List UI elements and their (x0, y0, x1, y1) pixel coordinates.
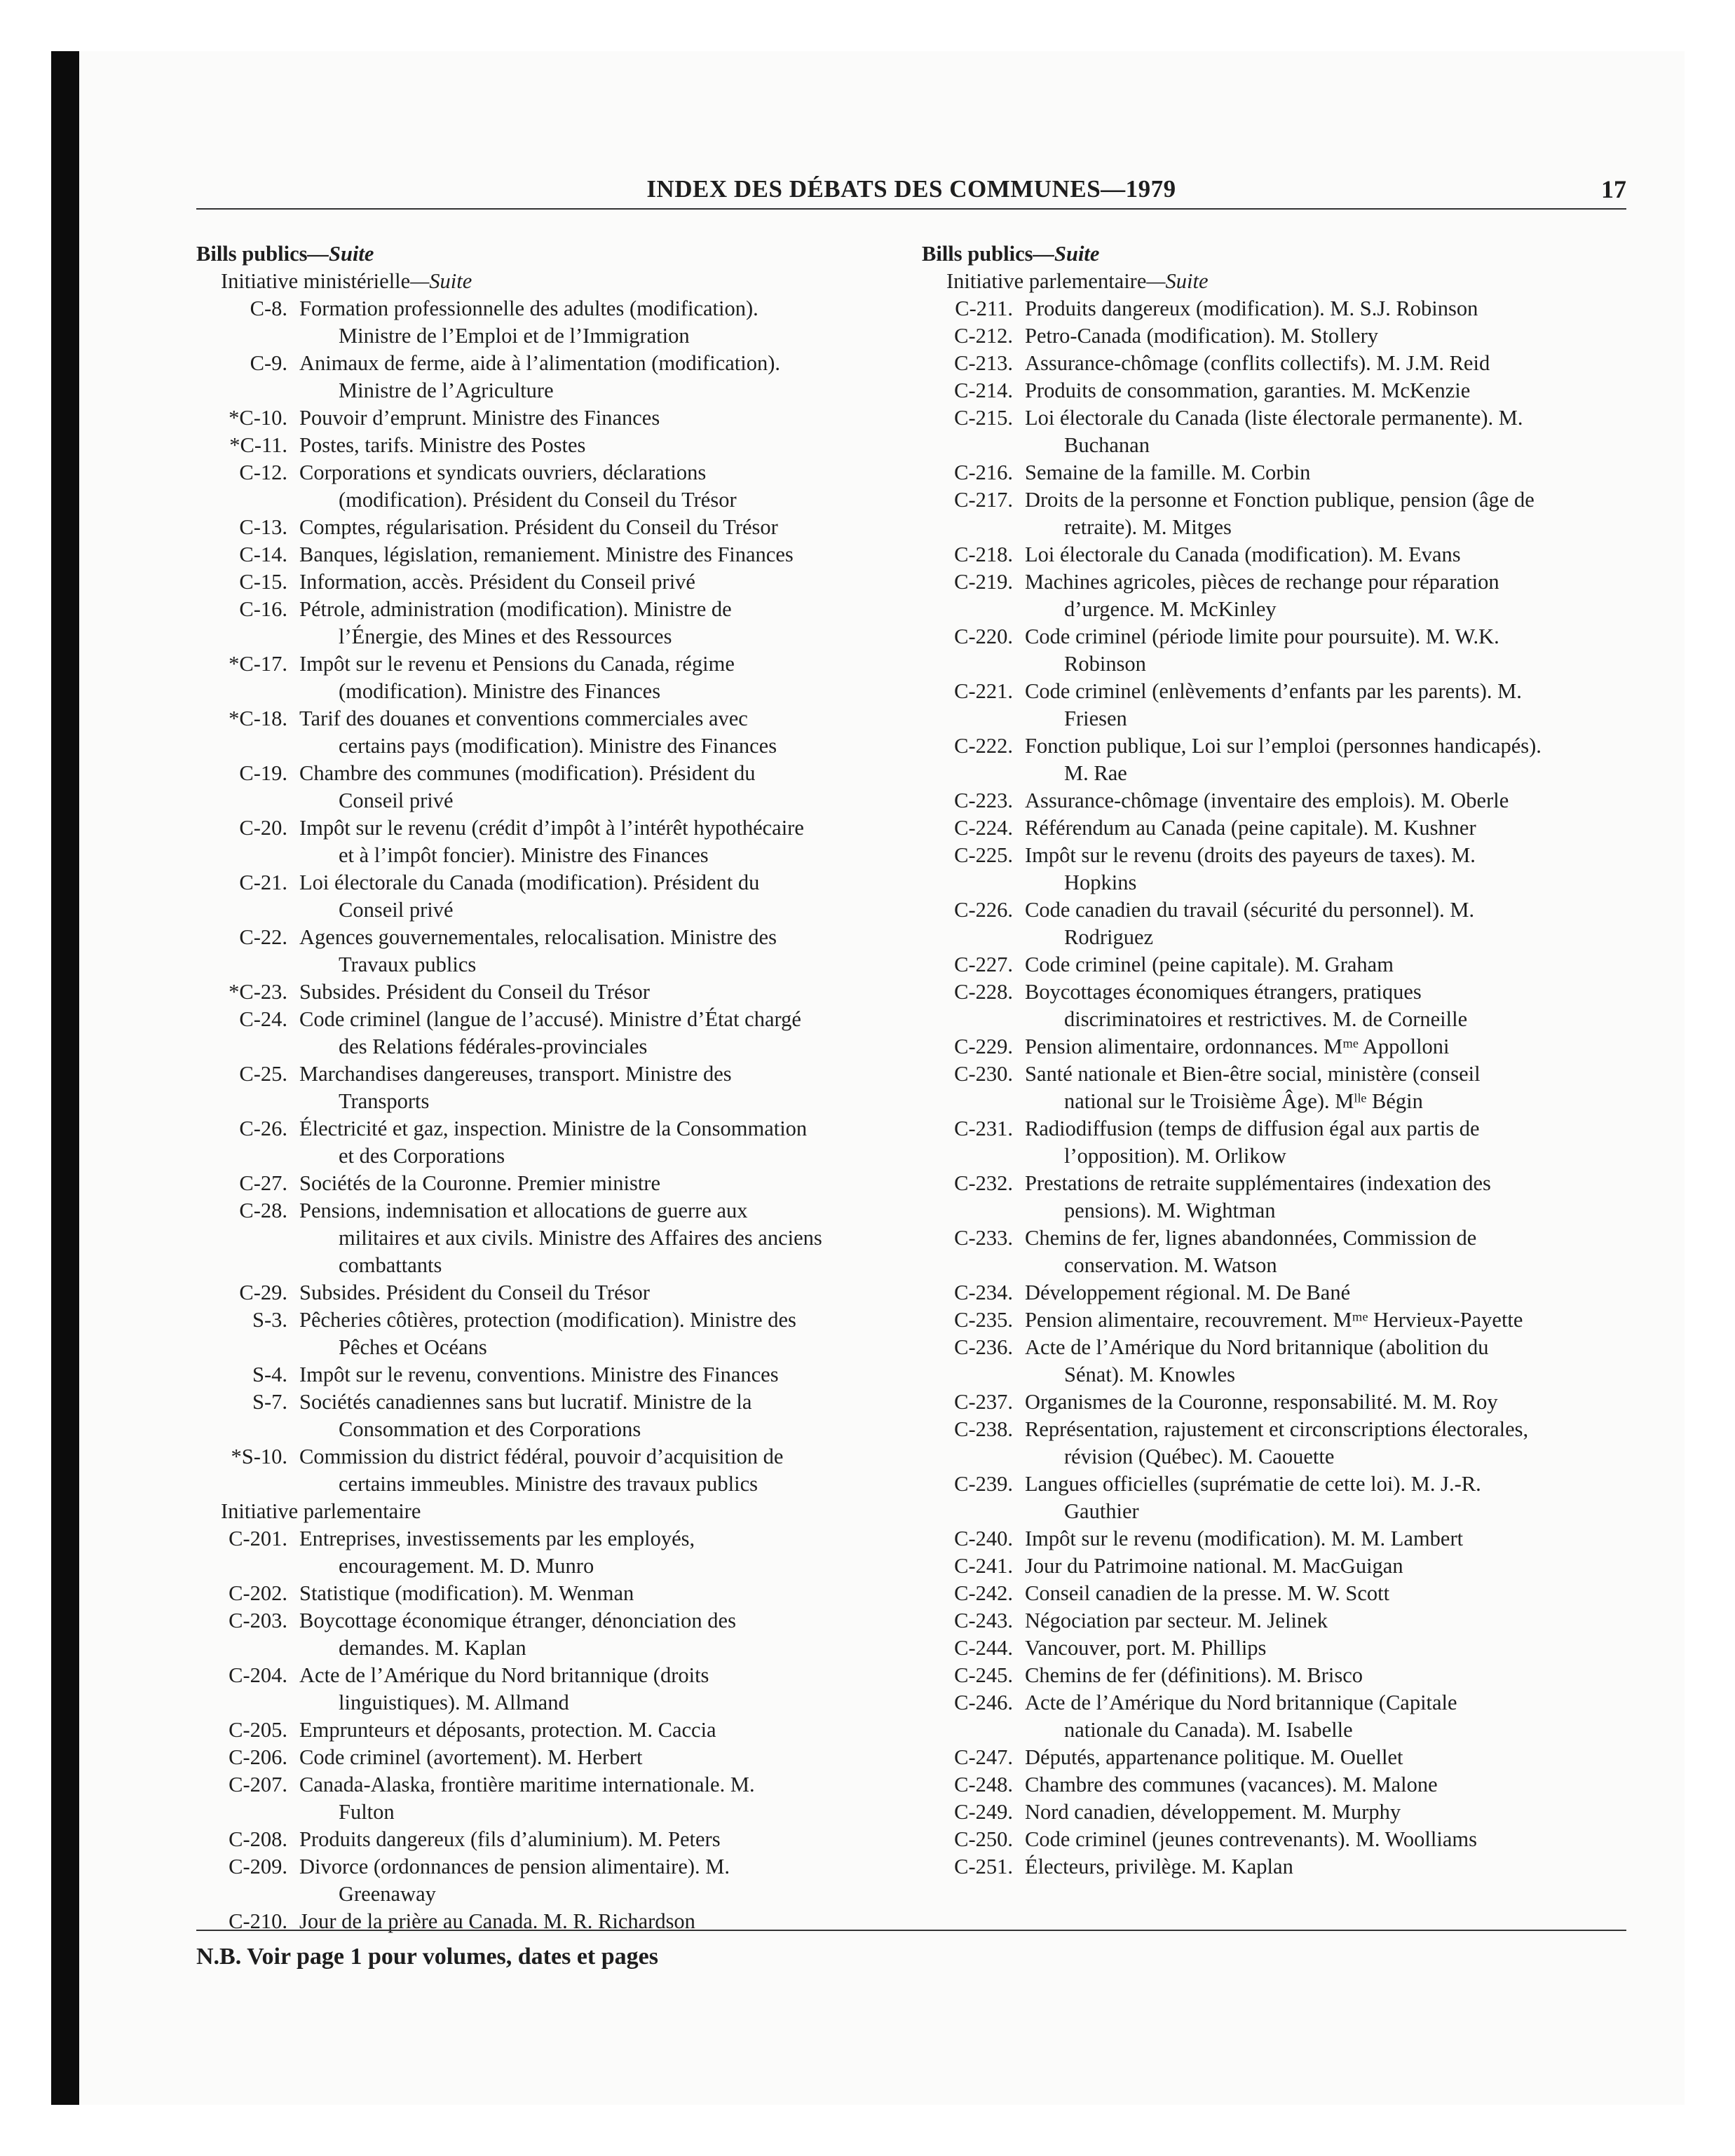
bill-entry (922, 1279, 1630, 1306)
bill-number: C-238. (954, 1417, 1013, 1441)
bill-title-line: Petro-Canada (modification). M. Stollery (1025, 324, 1378, 348)
bill-title-line: Assurance-chômage (inventaire des emplois). M. Oberle (1025, 789, 1509, 812)
bill-number: C-27. (239, 1171, 287, 1195)
bill-entry (196, 1771, 904, 1826)
bill-number: C-230. (954, 1062, 1013, 1086)
bill-number: C-233. (954, 1226, 1013, 1250)
bill-entry (196, 1662, 904, 1717)
bill-entry (922, 1607, 1630, 1635)
page-header (196, 173, 1626, 210)
bill-title-line: Postes, tarifs. Ministre des Postes (299, 433, 586, 457)
index-subheading (196, 1498, 904, 1525)
bill-title-line: Code criminel (langue de l’accusé). Ministre d’État chargé (299, 1007, 801, 1031)
bill-title-line: Sociétés canadiennes sans but lucratif. Ministre de la (299, 1390, 752, 1414)
bill-title-line: Négociation par secteur. M. Jelinek (1025, 1609, 1328, 1632)
bill-title-line: M. Rae (1064, 761, 1127, 785)
bill-number: C-219. (954, 570, 1013, 594)
bill-entry (196, 1744, 904, 1771)
bill-title-line: pensions). M. Wightman (1064, 1199, 1276, 1222)
page-number: 17 (1601, 175, 1626, 203)
bill-number: C-20. (239, 816, 287, 840)
bill-title-line: Tarif des douanes et conventions commerciales avec (299, 707, 748, 730)
bill-number: C-246. (954, 1691, 1013, 1714)
bill-title-line: Pêcheries côtières, protection (modification). Ministre des (299, 1308, 796, 1332)
bill-entry (196, 1306, 904, 1361)
bill-title-line: Pension alimentaire, ordonnances. Mᵐᵉ Appolloni (1025, 1035, 1450, 1058)
bill-entry (196, 924, 904, 978)
bill-number: C-213. (954, 351, 1013, 375)
bill-number: *C-23. (229, 980, 287, 1004)
bill-entry (922, 1334, 1630, 1389)
bill-number: C-205. (229, 1718, 287, 1742)
bill-title-line: Pétrole, administration (modification). Ministre de (299, 597, 732, 621)
bill-entry (922, 1115, 1630, 1170)
heading-text: Initiative parlementaire (221, 1499, 421, 1523)
bill-entry (922, 486, 1630, 541)
bill-title-line: Vancouver, port. M. Phillips (1025, 1636, 1267, 1660)
heading-suffix: —Suite (1033, 242, 1100, 266)
bill-entry (922, 1580, 1630, 1607)
bill-title-line: et des Corporations (339, 1144, 505, 1168)
bill-number: C-209. (229, 1855, 287, 1878)
bill-entry (196, 1197, 904, 1279)
bill-title-line: militaires et aux civils. Ministre des Affaires des anciens (339, 1226, 822, 1250)
bill-entry (922, 1416, 1630, 1471)
bill-number: C-214. (954, 378, 1013, 402)
bill-title-line: Formation professionnelle des adultes (modification). (299, 296, 758, 320)
heading-text: Initiative ministérielle (221, 269, 411, 293)
bill-entry (922, 568, 1630, 623)
bill-number: C-231. (954, 1117, 1013, 1140)
bill-number: C-239. (954, 1472, 1013, 1496)
bill-number: C-243. (954, 1609, 1013, 1632)
bill-title-line: Droits de la personne et Fonction publique, pension (âge de (1025, 488, 1535, 512)
bill-title-line: Impôt sur le revenu (droits des payeurs de taxes). M. (1025, 843, 1476, 867)
bill-title-line: Référendum au Canada (peine capitale). M. Kushner (1025, 816, 1476, 840)
bill-title-line: Subsides. Président du Conseil du Trésor (299, 980, 650, 1004)
bill-entry (196, 1115, 904, 1170)
bill-number: C-224. (954, 816, 1013, 840)
bill-number: C-21. (239, 871, 287, 894)
bill-entry (922, 1635, 1630, 1662)
bill-title-line: combattants (339, 1253, 442, 1277)
bill-number: C-212. (954, 324, 1013, 348)
bill-number: C-9. (250, 351, 287, 375)
bill-entry (196, 1607, 904, 1662)
bill-number: C-201. (229, 1527, 287, 1550)
bill-number: C-29. (239, 1281, 287, 1304)
bill-title-line: Impôt sur le revenu (crédit d’impôt à l’intérêt hypothécaire (299, 816, 804, 840)
bill-title-line: Pouvoir d’emprunt. Ministre des Finances (299, 406, 660, 430)
bill-title-line: certains pays (modification). Ministre des Finances (339, 734, 777, 758)
bill-title-line: Boycottage économique étranger, dénonciation des (299, 1609, 736, 1632)
bill-number: C-211. (955, 296, 1013, 320)
bill-number: C-207. (229, 1773, 287, 1796)
bill-entry (196, 1279, 904, 1306)
bill-number: C-250. (954, 1827, 1013, 1851)
bill-entry (196, 869, 904, 924)
bill-title-line: et à l’impôt foncier). Ministre des Finances (339, 843, 709, 867)
bill-title-line: Jour de la prière au Canada. M. R. Richardson (299, 1909, 695, 1933)
bill-entry (196, 350, 904, 404)
bill-title-line: Chambre des communes (modification). Président du (299, 761, 756, 785)
bill-number: C-12. (239, 460, 287, 484)
bill-entry (922, 1525, 1630, 1553)
bill-title-line: encouragement. M. D. Munro (339, 1554, 594, 1578)
bill-title-line: Loi électorale du Canada (liste électorale permanente). M. (1025, 406, 1523, 430)
bill-number: C-228. (954, 980, 1013, 1004)
bill-entry (922, 377, 1630, 404)
bill-number: C-236. (954, 1335, 1013, 1359)
bill-title-line: Code criminel (avortement). M. Herbert (299, 1745, 643, 1769)
bill-title-line: Buchanan (1064, 433, 1150, 457)
bill-number: C-249. (954, 1800, 1013, 1824)
bill-number: C-28. (239, 1199, 287, 1222)
bill-title-line: Prestations de retraite supplémentaires (indexation des (1025, 1171, 1491, 1195)
bill-title-line: Code criminel (peine capitale). M. Graham (1025, 953, 1394, 976)
bill-entry (922, 951, 1630, 978)
bill-title-line: Pensions, indemnisation et allocations de guerre aux (299, 1199, 748, 1222)
bill-number: C-202. (229, 1581, 287, 1605)
bill-title-line: Ministre de l’Emploi et de l’Immigration (339, 324, 690, 348)
bill-number: C-229. (954, 1035, 1013, 1058)
bill-number: C-245. (954, 1663, 1013, 1687)
bill-title-line: Impôt sur le revenu et Pensions du Canada, régime (299, 652, 735, 676)
bill-entry (922, 541, 1630, 568)
bill-number: S-7. (252, 1390, 287, 1414)
bill-title-line: Consommation et des Corporations (339, 1417, 641, 1441)
bill-title-line: Code criminel (enlèvements d’enfants par les parents). M. (1025, 679, 1522, 703)
index-heading (922, 240, 1630, 268)
bill-number: C-203. (229, 1609, 287, 1632)
bill-title-line: Acte de l’Amérique du Nord britannique (droits (299, 1663, 709, 1687)
bill-title-line: Fonction publique, Loi sur l’emploi (personnes handicapés). (1025, 734, 1542, 758)
bill-number: C-251. (954, 1855, 1013, 1878)
bill-number: C-25. (239, 1062, 287, 1086)
bill-number: C-247. (954, 1745, 1013, 1769)
bill-title-line: conservation. M. Watson (1064, 1253, 1277, 1277)
bill-entry (922, 1389, 1630, 1416)
bill-entry (196, 1853, 904, 1908)
bill-number: C-216. (954, 460, 1013, 484)
bill-title-line: Agences gouvernementales, relocalisation. Ministre des (299, 925, 777, 949)
bill-title-line: retraite). M. Mitges (1064, 515, 1232, 539)
heading-text: Bills publics (922, 242, 1033, 266)
bill-title-line: Sociétés de la Couronne. Premier ministre (299, 1171, 660, 1195)
bill-title-line: Chambre des communes (vacances). M. Malone (1025, 1773, 1438, 1796)
bill-number: C-223. (954, 789, 1013, 812)
bill-number: C-240. (954, 1527, 1013, 1550)
bill-number: C-222. (954, 734, 1013, 758)
bill-entry (196, 459, 904, 514)
bill-title-line: Développement régional. M. De Bané (1025, 1281, 1351, 1304)
index-subheading (922, 268, 1630, 295)
bill-title-line: Code criminel (jeunes contrevenants). M. Woolliams (1025, 1827, 1477, 1851)
bill-title-line: Radiodiffusion (temps de diffusion égal aux partis de (1025, 1117, 1480, 1140)
bill-entry (196, 814, 904, 869)
bill-number: C-16. (239, 597, 287, 621)
bill-number: C-235. (954, 1308, 1013, 1332)
bill-title-line: demandes. M. Kaplan (339, 1636, 526, 1660)
bill-title-line: Santé nationale et Bien-être social, ministère (conseil (1025, 1062, 1481, 1086)
bill-number: C-226. (954, 898, 1013, 922)
bill-entry (922, 1771, 1630, 1799)
bill-number: C-8. (250, 296, 287, 320)
bill-title-line: nationale du Canada). M. Isabelle (1064, 1718, 1353, 1742)
footer-rule (196, 1930, 1626, 1931)
bill-title-line: Hopkins (1064, 871, 1137, 894)
bill-entry (922, 978, 1630, 1033)
bill-title-line: Travaux publics (339, 953, 477, 976)
bill-entry (922, 459, 1630, 486)
bill-entry (196, 568, 904, 596)
bill-entry (196, 541, 904, 568)
bill-title-line: Acte de l’Amérique du Nord britannique (abolition du (1025, 1335, 1489, 1359)
bill-entry (196, 596, 904, 650)
bill-title-line: linguistiques). M. Allmand (339, 1691, 569, 1714)
bill-entry (196, 1443, 904, 1498)
bill-entry (922, 1689, 1630, 1744)
bill-title-line: Code canadien du travail (sécurité du personnel). M. (1025, 898, 1475, 922)
bill-title-line: Chemins de fer, lignes abandonnées, Commission de (1025, 1226, 1477, 1250)
bill-number: C-242. (954, 1581, 1013, 1605)
bill-number: C-14. (239, 543, 287, 566)
bill-entry (196, 705, 904, 760)
bill-title-line: Pêches et Océans (339, 1335, 487, 1359)
bill-title-line: Comptes, régularisation. Président du Conseil du Trésor (299, 515, 778, 539)
bill-entry (922, 787, 1630, 814)
bill-number: C-210. (229, 1909, 287, 1933)
bill-title-line: (modification). Ministre des Finances (339, 679, 661, 703)
bill-number: C-15. (239, 570, 287, 594)
bill-entry (196, 1580, 904, 1607)
heading-text: Initiative parlementaire (946, 269, 1147, 293)
bill-entry (922, 322, 1630, 350)
bill-number: *S-10. (231, 1445, 287, 1468)
bill-title-line: Commission du district fédéral, pouvoir d’acquisition de (299, 1445, 784, 1468)
bill-title-line: Ministre de l’Agriculture (339, 378, 554, 402)
bill-number: C-215. (954, 406, 1013, 430)
heading-text: Bills publics (196, 242, 308, 266)
bill-number: *C-11. (229, 433, 287, 457)
heading-suffix: —Suite (410, 269, 472, 293)
bill-entry (196, 978, 904, 1006)
bill-number: C-206. (229, 1745, 287, 1769)
bill-entry (922, 350, 1630, 377)
bill-number: C-19. (239, 761, 287, 785)
bill-number: *C-18. (229, 707, 287, 730)
bill-title-line: Impôt sur le revenu, conventions. Ministre des Finances (299, 1363, 779, 1386)
bill-entry (196, 1389, 904, 1443)
bill-title-line: Divorce (ordonnances de pension alimentaire). M. (299, 1855, 730, 1878)
bill-title-line: Jour du Patrimoine national. M. MacGuigan (1025, 1554, 1403, 1578)
bill-title-line: Emprunteurs et déposants, protection. M. Caccia (299, 1718, 716, 1742)
bill-entry (196, 295, 904, 350)
bill-entry (922, 1471, 1630, 1525)
bill-entry (196, 1060, 904, 1115)
bill-entry (922, 896, 1630, 951)
bill-title-line: Électeurs, privilège. M. Kaplan (1025, 1855, 1293, 1878)
running-title: INDEX DES DÉBATS DES COMMUNES—1979 (646, 175, 1176, 203)
bill-title-line: Information, accès. Président du Conseil privé (299, 570, 695, 594)
bill-number: S-3. (252, 1308, 287, 1332)
bill-title-line: des Relations fédérales-provinciales (339, 1035, 648, 1058)
bill-number: C-237. (954, 1390, 1013, 1414)
bill-entry (922, 842, 1630, 896)
bill-title-line: Langues officielles (suprématie de cette loi). M. J.-R. (1025, 1472, 1481, 1496)
bill-entry (196, 404, 904, 432)
bill-title-line: Transports (339, 1089, 430, 1113)
bill-entry (922, 1033, 1630, 1060)
bill-entry (922, 1306, 1630, 1334)
bill-title-line: Statistique (modification). M. Wenman (299, 1581, 634, 1605)
bill-number: C-26. (239, 1117, 287, 1140)
bill-number: C-218. (954, 543, 1013, 566)
bill-title-line: Corporations et syndicats ouvriers, déclarations (299, 460, 707, 484)
bill-entry (922, 1799, 1630, 1826)
bill-entry (196, 432, 904, 459)
bill-entry (922, 623, 1630, 678)
bill-title-line: national sur le Troisième Âge). Mˡˡᵉ Bégin (1064, 1089, 1423, 1113)
bill-title-line: Acte de l’Amérique du Nord britannique (Capitale (1025, 1691, 1457, 1714)
bill-title-line: Loi électorale du Canada (modification). M. Evans (1025, 543, 1461, 566)
bill-number: C-241. (954, 1554, 1013, 1578)
bill-title-line: Électricité et gaz, inspection. Ministre de la Consommation (299, 1117, 808, 1140)
bill-title-line: Conseil canadien de la presse. M. W. Scott (1025, 1581, 1390, 1605)
bill-title-line: Rodriguez (1064, 925, 1154, 949)
heading-suffix: —Suite (1146, 269, 1209, 293)
bill-title-line: Chemins de fer (définitions). M. Brisco (1025, 1663, 1363, 1687)
bill-title-line: Friesen (1064, 707, 1127, 730)
bill-entry (922, 1553, 1630, 1580)
bill-number: C-204. (229, 1663, 287, 1687)
bill-title-line: (modification). Président du Conseil du Trésor (339, 488, 737, 512)
index-subheading (196, 268, 904, 295)
bill-entry (196, 1170, 904, 1197)
bill-number: C-227. (954, 953, 1013, 976)
bill-entry (922, 1060, 1630, 1115)
footer-note: N.B. Voir page 1 pour volumes, dates et pages (196, 1944, 658, 1970)
left-column (196, 240, 904, 1935)
bill-entry (196, 1717, 904, 1744)
bill-entry (196, 514, 904, 541)
bill-entry (922, 732, 1630, 787)
bill-number: C-225. (954, 843, 1013, 867)
bill-number: C-221. (954, 679, 1013, 703)
bill-title-line: Représentation, rajustement et circonscriptions électorales, (1025, 1417, 1529, 1441)
bill-title-line: discriminatoires et restrictives. M. de Corneille (1064, 1007, 1468, 1031)
bill-entry (196, 1908, 904, 1935)
bill-title-line: l’opposition). M. Orlikow (1064, 1144, 1286, 1168)
heading-suffix: —Suite (307, 242, 374, 266)
bill-number: S-4. (252, 1363, 287, 1386)
bill-entry (196, 650, 904, 705)
bill-title-line: Canada-Alaska, frontière maritime internationale. M. (299, 1773, 755, 1796)
index-heading (196, 240, 904, 268)
bill-title-line: Produits dangereux (modification). M. S.J. Robinson (1025, 296, 1478, 320)
bill-title-line: Loi électorale du Canada (modification). Président du (299, 871, 760, 894)
bill-title-line: Robinson (1064, 652, 1146, 676)
bill-title-line: d’urgence. M. McKinley (1064, 597, 1277, 621)
bill-number: C-24. (239, 1007, 287, 1031)
bill-title-line: Animaux de ferme, aide à l’alimentation (modification). (299, 351, 780, 375)
bill-title-line: Semaine de la famille. M. Corbin (1025, 460, 1311, 484)
bill-entry (922, 404, 1630, 459)
bill-entry (922, 1744, 1630, 1771)
bill-entry (922, 814, 1630, 842)
bill-entry (922, 1170, 1630, 1224)
bill-title-line: Nord canadien, développement. M. Murphy (1025, 1800, 1401, 1824)
bill-entry (922, 1853, 1630, 1881)
bill-entry (922, 678, 1630, 732)
bill-title-line: Pension alimentaire, recouvrement. Mᵐᵉ Hervieux-Payette (1025, 1308, 1523, 1332)
bill-entry (196, 760, 904, 814)
bill-title-line: Conseil privé (339, 898, 454, 922)
bill-number: C-217. (954, 488, 1013, 512)
right-column (922, 240, 1630, 1881)
binding-edge (51, 51, 79, 2105)
bill-title-line: Subsides. Président du Conseil du Trésor (299, 1281, 650, 1304)
bill-title-line: certains immeubles. Ministre des travaux publics (339, 1472, 758, 1496)
bill-title-line: Code criminel (période limite pour poursuite). M. W.K. (1025, 625, 1499, 648)
bill-title-line: Députés, appartenance politique. M. Ouellet (1025, 1745, 1403, 1769)
bill-title-line: Boycottages économiques étrangers, pratiques (1025, 980, 1422, 1004)
bill-title-line: révision (Québec). M. Caouette (1064, 1445, 1335, 1468)
bill-entry (922, 1224, 1630, 1279)
bill-title-line: Organismes de la Couronne, responsabilité. M. M. Roy (1025, 1390, 1498, 1414)
bill-number: *C-17. (229, 652, 287, 676)
bill-number: C-13. (239, 515, 287, 539)
bill-title-line: Gauthier (1064, 1499, 1139, 1523)
bill-title-line: Assurance-chômage (conflits collectifs). M. J.M. Reid (1025, 351, 1490, 375)
bill-title-line: l’Énergie, des Mines et des Ressources (339, 625, 672, 648)
bill-entry (922, 295, 1630, 322)
bill-title-line: Impôt sur le revenu (modification). M. M. Lambert (1025, 1527, 1464, 1550)
bill-number: C-244. (954, 1636, 1013, 1660)
bill-title-line: Conseil privé (339, 789, 454, 812)
bill-title-line: Entreprises, investissements par les employés, (299, 1527, 695, 1550)
bill-number: C-232. (954, 1171, 1013, 1195)
bill-title-line: Marchandises dangereuses, transport. Ministre des (299, 1062, 732, 1086)
bill-number: C-208. (229, 1827, 287, 1851)
bill-title-line: Banques, législation, remaniement. Ministre des Finances (299, 543, 794, 566)
bill-title-line: Machines agricoles, pièces de rechange pour réparation (1025, 570, 1499, 594)
bill-entry (922, 1826, 1630, 1853)
bill-title-line: Produits de consommation, garanties. M. McKenzie (1025, 378, 1471, 402)
bill-number: C-234. (954, 1281, 1013, 1304)
bill-entry (922, 1662, 1630, 1689)
bill-entry (196, 1361, 904, 1389)
bill-title-line: Fulton (339, 1800, 395, 1824)
bill-number: *C-10. (229, 406, 287, 430)
bill-title-line: Produits dangereux (fils d’aluminium). M. Peters (299, 1827, 721, 1851)
bill-title-line: Greenaway (339, 1882, 436, 1906)
bill-entry (196, 1826, 904, 1853)
bill-number: C-22. (239, 925, 287, 949)
bill-number: C-248. (954, 1773, 1013, 1796)
bill-entry (196, 1525, 904, 1580)
bill-title-line: Sénat). M. Knowles (1064, 1363, 1235, 1386)
bill-entry (196, 1006, 904, 1060)
bill-number: C-220. (954, 625, 1013, 648)
